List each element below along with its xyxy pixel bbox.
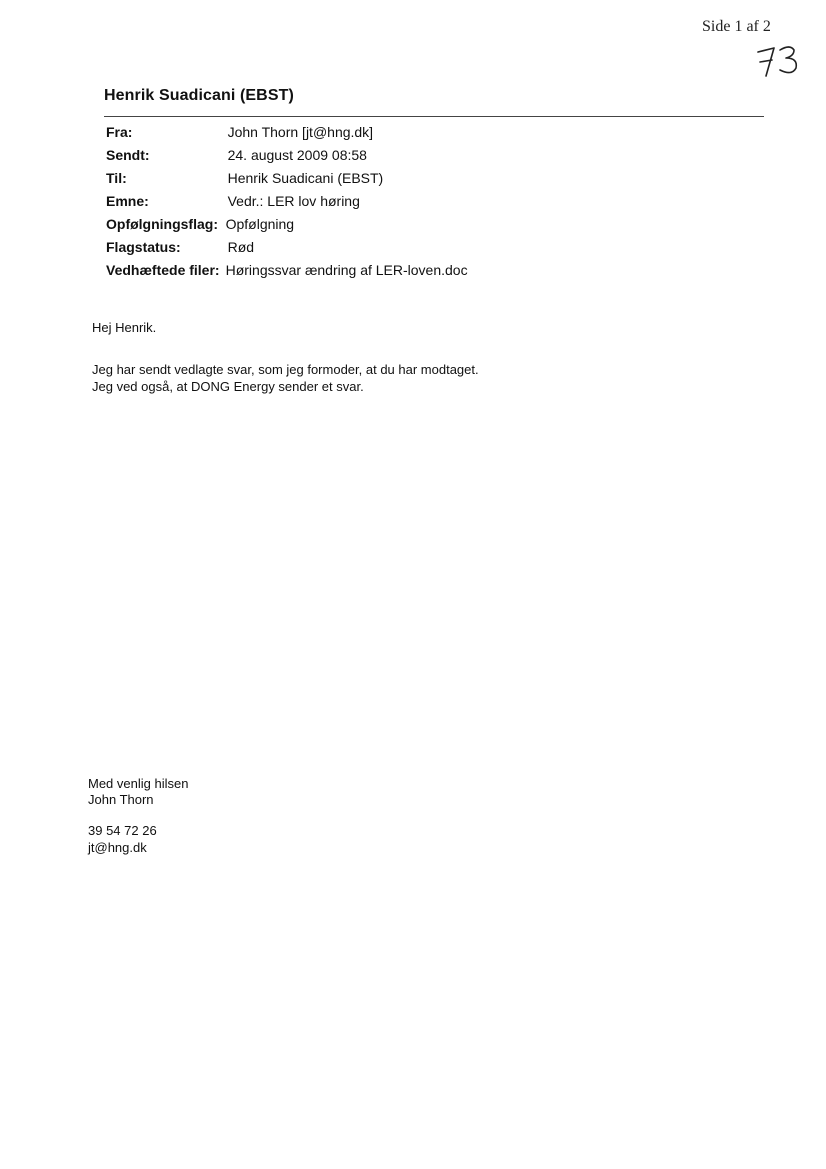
mailbox-owner-name: Henrik Suadicani (EBST) (104, 87, 294, 104)
followup-flag-value: Opfølgning (225, 216, 295, 232)
signature-closing: Med venlig hilsen (88, 776, 189, 791)
subject-label: Emne: (106, 193, 149, 209)
signature-email: jt@hng.dk (88, 840, 147, 855)
header-row-attachments (106, 262, 468, 285)
header-row-to (106, 170, 468, 193)
handwritten-page-number (752, 40, 804, 85)
header-separator (104, 116, 764, 117)
header-row-subject (106, 193, 468, 216)
flag-status-label: Flagstatus: (106, 239, 181, 255)
signature-phone: 39 54 72 26 (88, 823, 157, 838)
to-value: Henrik Suadicani (EBST) (227, 170, 384, 186)
flag-status-value: Rød (227, 239, 255, 255)
header-row-sent (106, 147, 468, 170)
signature-block (88, 776, 188, 808)
attachment-filename: Høringssvar ændring af LER-loven.doc (225, 262, 468, 278)
subject-value: Vedr.: LER lov høring (227, 193, 360, 209)
from-label: Fra: (106, 124, 133, 140)
header-row-followup-flag (106, 216, 468, 239)
sent-value: 24. august 2009 08:58 (227, 147, 367, 163)
header-row-flag-status (106, 239, 468, 262)
email-header-table (106, 124, 468, 285)
message-body (92, 361, 479, 395)
header-row-from (106, 124, 468, 147)
body-line: Jeg har sendt vedlagte svar, som jeg formoder, at du har modtaget. (92, 362, 479, 377)
followup-flag-label: Opfølgningsflag: (106, 216, 218, 232)
from-value: John Thorn [jt@hng.dk] (227, 124, 374, 140)
page-number: Side 1 af 2 (702, 18, 771, 35)
signature-name: John Thorn (88, 792, 154, 807)
attachments-label: Vedhæftede filer: (106, 262, 220, 278)
contact-block (88, 822, 157, 856)
to-label: Til: (106, 170, 127, 186)
greeting: Hej Henrik. (92, 320, 157, 335)
sent-label: Sendt: (106, 147, 150, 163)
body-line: Jeg ved også, at DONG Energy sender et svar. (92, 379, 364, 394)
